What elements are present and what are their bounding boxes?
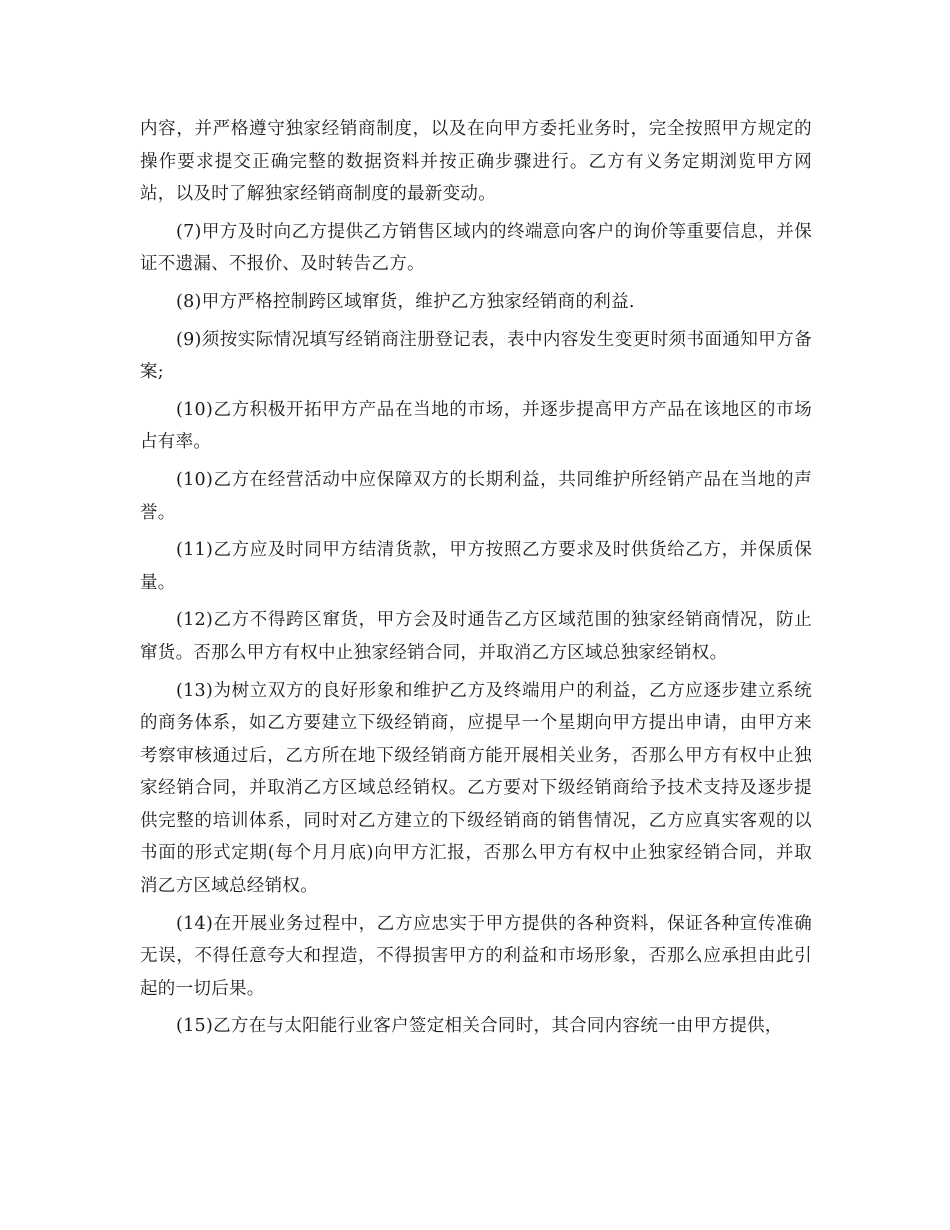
paragraph-clause-13: (13)为树立双方的良好形象和维护乙方及终端用户的利益，乙方应逐步建立系统的商务体系，如乙方要建立下级经销商，应提早一个星期向甲方提出申请，由甲方来考察审核通过后，乙方所在地下级经销商方能开展相关业务，否那么甲方有权中止独家经销合同，并取消乙方区域总经销权。乙方要对下级经销商给予技术支持及逐步提供完整的培训体系，同时对乙方建立的下级经销商的销售情况，乙方应真实客观的以书面的形式定期(每个月月底)向甲方汇报，否那么甲方有权中止独家经销合同，并取消乙方区域总经销权。: [140, 680, 812, 897]
paragraph-clause-12: (12)乙方不得跨区窜货，甲方会及时通告乙方区域范围的独家经销商情况，防止窜货。否那么甲方有权中止独家经销合同，并取消乙方区域总独家经销权。: [140, 610, 812, 663]
paragraph-clause-7: (7)甲方及时向乙方提供乙方销售区域内的终端意向客户的询价等重要信息，并保证不遗漏、不报价、及时转告乙方。: [140, 221, 812, 275]
document-body: [140, 113, 812, 1048]
paragraph-clause-15: (15)乙方在与太阳能行业客户签定相关合同时，其合同内容统一由甲方提供，: [176, 1016, 783, 1037]
paragraph-clause-8: (8)甲方严格控制跨区域窜货，维护乙方独家经销商的利益.: [176, 291, 635, 312]
paragraph-clause-11: (11)乙方应及时同甲方结清货款，甲方按照乙方要求及时供货给乙方，并保质保量。: [140, 540, 812, 593]
paragraph-clause-9: (9)须按实际情况填写经销商注册登记表，表中内容发生变更时须书面通知甲方备案;: [140, 329, 812, 383]
paragraph-continuation: 内容，并严格遵守独家经销商制度，以及在向甲方委托业务时，完全按照甲方规定的操作要求提交正确完整的数据资料并按正确步骤进行。乙方有义务定期浏览甲方网站，以及时了解独家经销商制度的最新变动。: [140, 119, 812, 205]
paragraph-clause-10a: (10)乙方积极开拓甲方产品在当地的市场，并逐步提高甲方产品在该地区的市场占有率。: [140, 399, 812, 453]
paragraph-clause-10b: (10)乙方在经营活动中应保障双方的长期利益，共同维护所经销产品在当地的声誉。: [140, 469, 812, 523]
paragraph-clause-14: (14)在开展业务过程中，乙方应忠实于甲方提供的各种资料，保证各种宣传准确无误，不得任意夸大和捏造，不得损害甲方的利益和市场形象，否那么应承担由此引起的一切后果。: [140, 913, 812, 999]
